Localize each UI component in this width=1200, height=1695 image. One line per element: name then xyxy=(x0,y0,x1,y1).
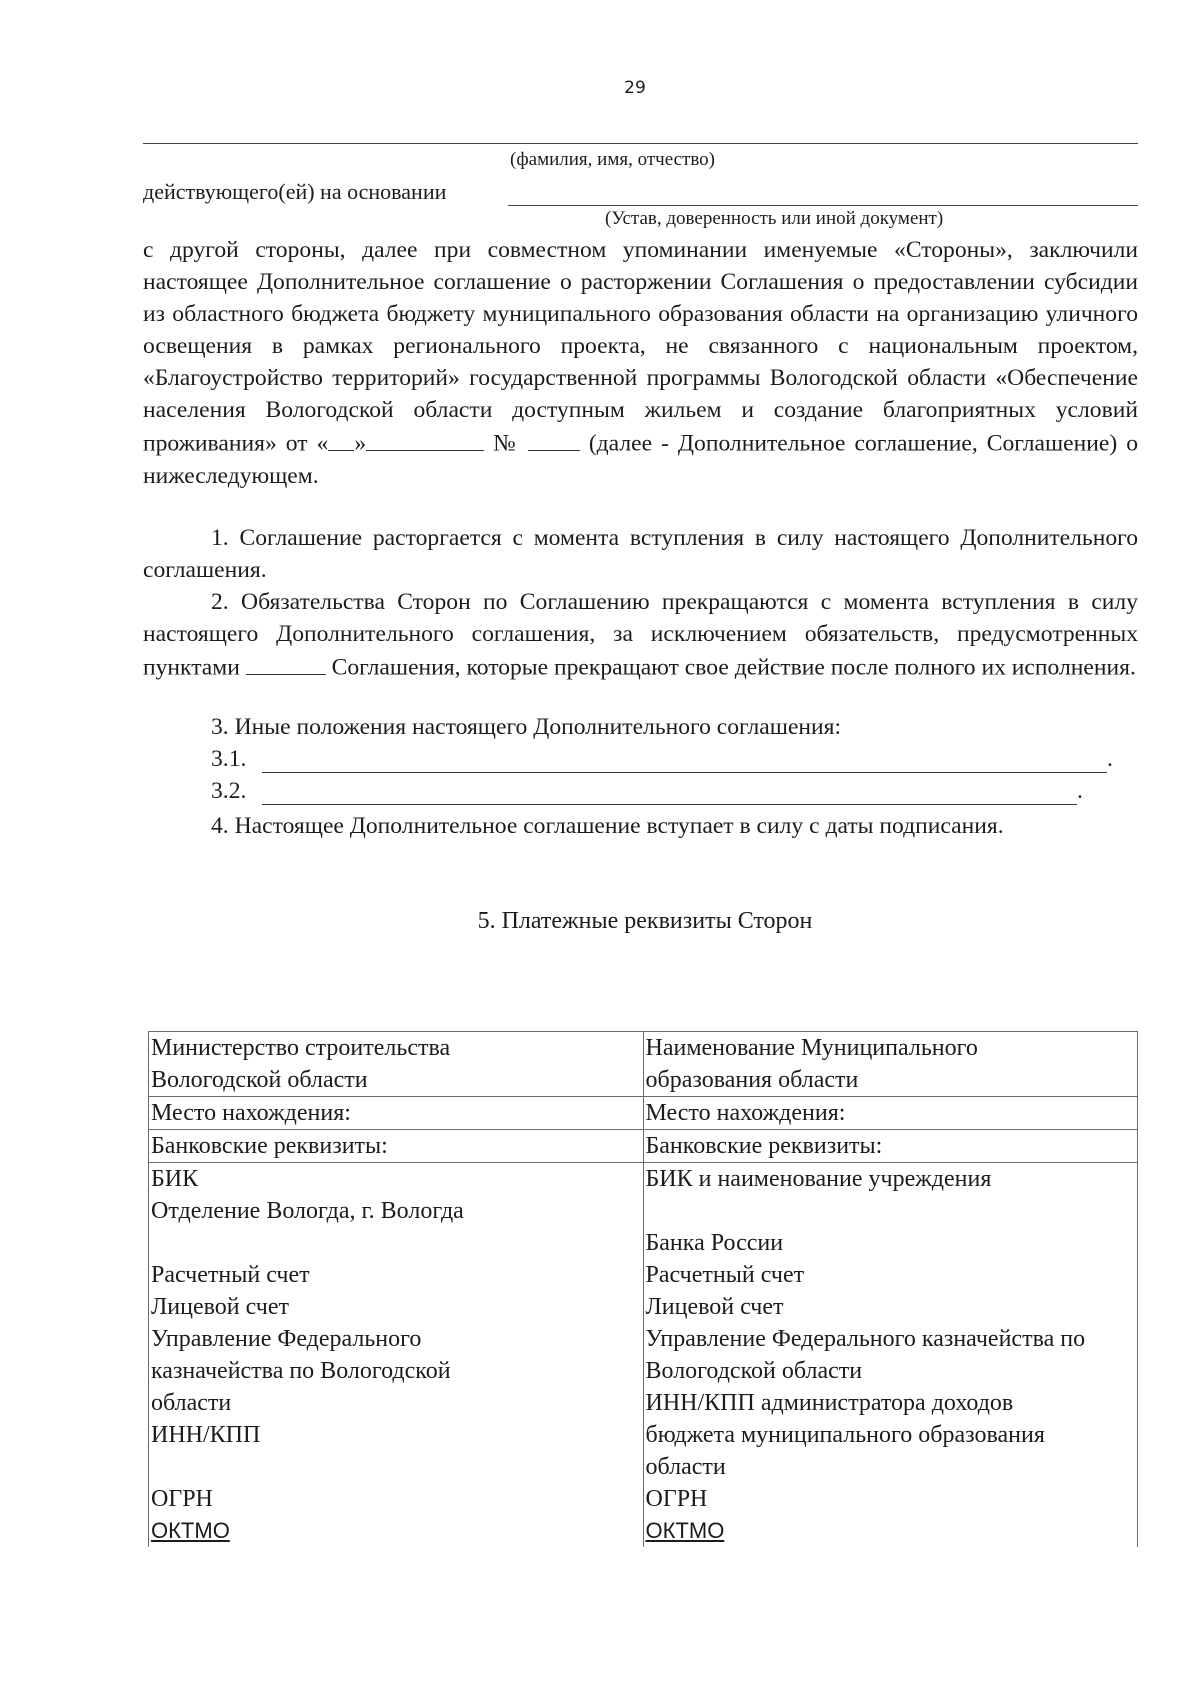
right-name-line-1: Наименование Муниципального xyxy=(645,1035,978,1061)
left-bank-label: Банковские реквизиты: xyxy=(149,1130,644,1163)
table-row xyxy=(149,1097,1138,1130)
clause-2-text-a: 2. Обязательства Сторон по Соглашению прекращаются с момента вступления в силу настоящего Дополнительного соглашения, за исключением обязательств, предусмотренных пунктами xyxy=(143,589,1138,681)
date-blank xyxy=(366,426,484,451)
right-name-line-2: образования области xyxy=(645,1067,859,1093)
left-detail-line: БИК xyxy=(151,1166,199,1192)
clause-1-text: 1. Соглашение расторгается с момента вступления в силу настоящего Дополнительного соглашения. xyxy=(143,525,1138,583)
clause-4-text: 4. Настоящее Дополнительное соглашение вступает в силу с даты подписания. xyxy=(211,813,1004,839)
basis-caption: (Устав, доверенность или иной документ) xyxy=(605,208,944,229)
intro-text-b: » xyxy=(354,430,367,457)
left-detail-line: Расчетный счет xyxy=(151,1262,310,1288)
intro-text-d: (далее - Дополнительное соглашение, Соглашение) о нижеследующем. xyxy=(143,430,1139,489)
clauses-blank xyxy=(246,650,326,675)
clause-2 xyxy=(143,586,1138,684)
right-detail-line xyxy=(646,1195,1136,1227)
intro-text-a: с другой стороны, далее при совместном упоминании именуемые «Стороны», заключили настоящее Дополнительное соглашение о расторжении Соглашения о предоставлении субсидии из областного бюджета бюджету муниципального образования области на организацию уличного освещения в рамках регионального проекта, не связанного с национальным проектом, «Благоустройство территорий» государственной программы Вологодской области «Обеспечение населения Вологодской области доступным жильем и создание благоприятных условий проживания» от « xyxy=(143,237,1138,457)
right-detail-line: БИК и наименование учреждения xyxy=(645,1166,992,1192)
left-detail-line: Лицевой счет xyxy=(151,1294,290,1320)
table-row xyxy=(149,1032,1138,1097)
basis-label: действующего(ей) на основании xyxy=(143,179,447,204)
right-detail-line: ИНН/КПП администратора доходов xyxy=(645,1390,1014,1416)
left-detail-line: области xyxy=(151,1390,232,1416)
right-detail-line: бюджета муниципального образования xyxy=(645,1422,1045,1448)
right-detail-line: Банка России xyxy=(645,1230,784,1256)
right-bank-details xyxy=(643,1163,1138,1548)
right-bank-label: Банковские реквизиты: xyxy=(643,1130,1138,1163)
clause-3-1-line xyxy=(262,772,1107,773)
left-detail-line: ОГРН xyxy=(151,1486,213,1512)
table-row xyxy=(149,1130,1138,1163)
right-location: Место нахождения: xyxy=(643,1097,1138,1130)
number-blank xyxy=(528,426,580,451)
right-detail-line: Расчетный счет xyxy=(645,1262,805,1288)
left-detail-line: ИНН/КПП xyxy=(151,1422,261,1448)
date-day-blank xyxy=(328,426,354,451)
left-party-name xyxy=(149,1032,644,1097)
left-name-line-1: Министерство строительства xyxy=(151,1035,451,1061)
clause-3-2-dot: . xyxy=(1077,778,1083,804)
clause-4 xyxy=(143,810,1138,842)
clause-3-1-label: 3.1. xyxy=(211,746,247,772)
left-oktmo: ОКТМО xyxy=(151,1518,230,1543)
right-party-name xyxy=(643,1032,1138,1097)
right-detail-line: Лицевой счет xyxy=(645,1294,784,1320)
intro-paragraph xyxy=(143,234,1138,492)
left-bank-details xyxy=(149,1163,644,1548)
clause-3-text: 3. Иные положения настоящего Дополнительного соглашения: xyxy=(211,714,842,740)
table-row xyxy=(149,1163,1138,1548)
clause-3-1-dot: . xyxy=(1107,746,1113,772)
fio-caption: (фамилия, имя, отчество) xyxy=(510,149,716,170)
clause-3-2-line xyxy=(262,804,1077,805)
right-detail-line: области xyxy=(645,1454,726,1480)
left-detail-line xyxy=(151,1451,641,1483)
left-detail-line xyxy=(151,1227,641,1259)
left-detail-line: Отделение Вологда, г. Вологда xyxy=(151,1198,464,1224)
page-number: 29 xyxy=(624,78,646,98)
right-detail-line: Управление Федерального казначейства по xyxy=(645,1326,1086,1352)
basis-fill-line xyxy=(508,205,1138,206)
left-detail-line: казначейства по Вологодской xyxy=(151,1358,451,1384)
section-5-title: 5. Платежные реквизиты Сторон xyxy=(477,908,813,934)
right-detail-line: ОГРН xyxy=(645,1486,708,1512)
right-detail-line: Вологодской области xyxy=(645,1358,863,1384)
left-name-line-2: Вологодской области xyxy=(151,1067,368,1093)
clause-2-text-b: Соглашения, которые прекращают свое действие после полного их исполнения. xyxy=(325,654,1136,681)
left-location: Место нахождения: xyxy=(149,1097,644,1130)
left-detail-line: Управление Федерального xyxy=(151,1326,422,1352)
payment-details-table xyxy=(148,1031,1138,1547)
fio-fill-line xyxy=(143,143,1138,144)
clause-3-2-label: 3.2. xyxy=(211,778,247,804)
clause-1 xyxy=(143,522,1138,586)
intro-text-c: № xyxy=(484,430,519,457)
right-oktmo: ОКТМО xyxy=(645,1518,725,1543)
